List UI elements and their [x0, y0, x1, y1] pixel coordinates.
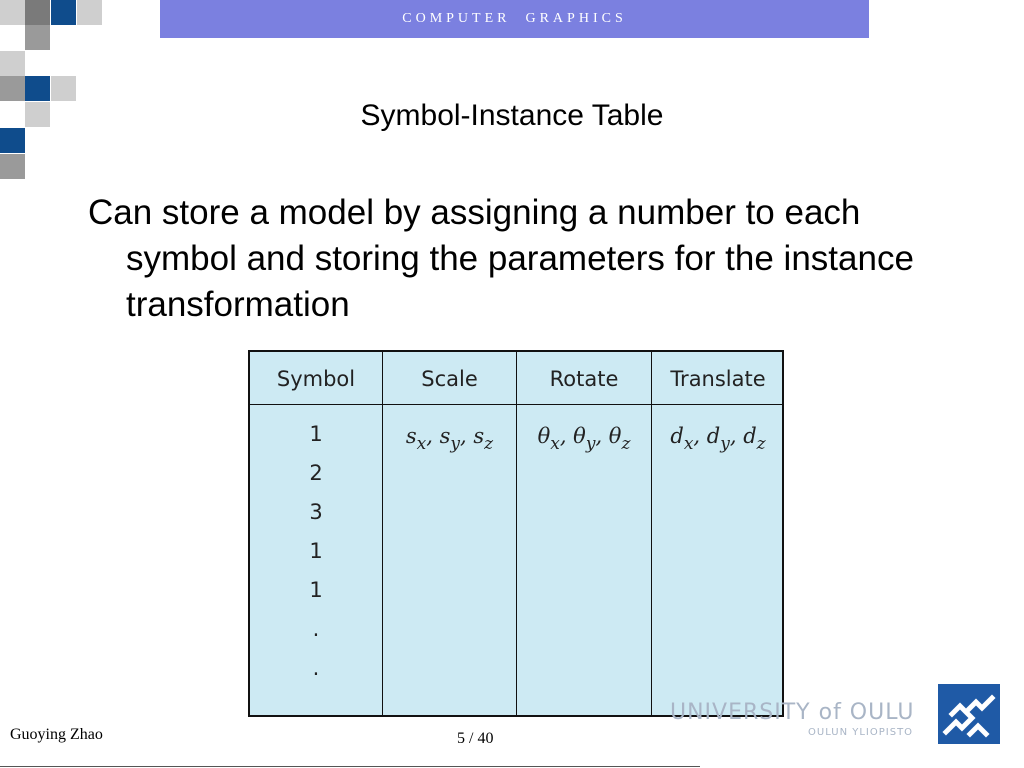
mosaic-square: [0, 51, 25, 76]
symbol-cell: 1: [309, 422, 323, 446]
mosaic-square: [51, 0, 76, 25]
scale-sx: s: [405, 424, 417, 448]
rotate-z: θ: [608, 424, 622, 448]
mosaic-square: [25, 25, 50, 50]
footer-author: Guoying Zhao: [10, 726, 103, 743]
symbol-instance-table: [248, 350, 784, 717]
mosaic-square: [0, 154, 25, 179]
column-divider: [651, 352, 652, 715]
mosaic-square: [0, 0, 25, 25]
symbol-cell: 1: [309, 578, 323, 602]
scale-sy: s: [439, 424, 451, 448]
translate-dx-sub: x: [683, 434, 694, 454]
header-rotate: Rotate: [549, 367, 619, 391]
rotate-x: θ: [537, 424, 551, 448]
symbol-cell: .: [312, 656, 320, 680]
rotate-params: $\theta_x$, $\theta_y$, $\theta_z$: [537, 424, 631, 454]
rotate-y: θ: [573, 424, 586, 448]
translate-dz: d: [743, 424, 757, 448]
symbol-column: [250, 422, 382, 695]
mosaic-square: [77, 0, 102, 25]
header-scale: Scale: [421, 367, 478, 391]
translate-dy: d: [706, 424, 721, 448]
university-subname: OULUN YLIOPISTO: [808, 727, 914, 738]
header-symbol: Symbol: [276, 367, 356, 391]
university-logo-icon: [938, 684, 1000, 744]
rotate-x-sub: x: [550, 434, 560, 454]
symbol-cell: 1: [309, 539, 323, 563]
translate-params: $d_x$, $d_y$, $d_z$: [670, 424, 766, 454]
symbol-cell: .: [312, 617, 320, 641]
symbol-cell: 2: [309, 461, 323, 485]
header-translate: Translate: [670, 367, 766, 391]
scale-sz: s: [473, 424, 485, 448]
translate-dy-sub: y: [720, 434, 730, 454]
slide-title: Symbol-Instance Table: [360, 99, 664, 132]
translate-dx: d: [670, 424, 684, 448]
rotate-y-sub: y: [585, 434, 596, 454]
university-name: UNIVERSITY of OULU: [670, 700, 915, 725]
scale-params: $s_x$, $s_y$, $s_z$: [405, 424, 494, 454]
column-divider: [382, 352, 383, 715]
scale-sz-sub: z: [484, 434, 494, 454]
scale-sx-sub: x: [416, 434, 427, 454]
header-band: [160, 0, 869, 38]
footer-divider: [0, 766, 700, 767]
column-divider: [516, 352, 517, 715]
rotate-z-sub: z: [621, 434, 631, 454]
translate-dz-sub: z: [756, 434, 766, 454]
scale-sy-sub: y: [450, 434, 460, 454]
page-number: 5 / 40: [457, 730, 494, 747]
bullet-text: Can store a model by assigning a number to each symbol and storing the parameters for the instance transformation: [88, 193, 914, 324]
symbol-cell: 3: [309, 500, 323, 524]
header-title: COMPUTER GRAPHICS: [402, 11, 627, 26]
mosaic-square: [25, 0, 50, 25]
